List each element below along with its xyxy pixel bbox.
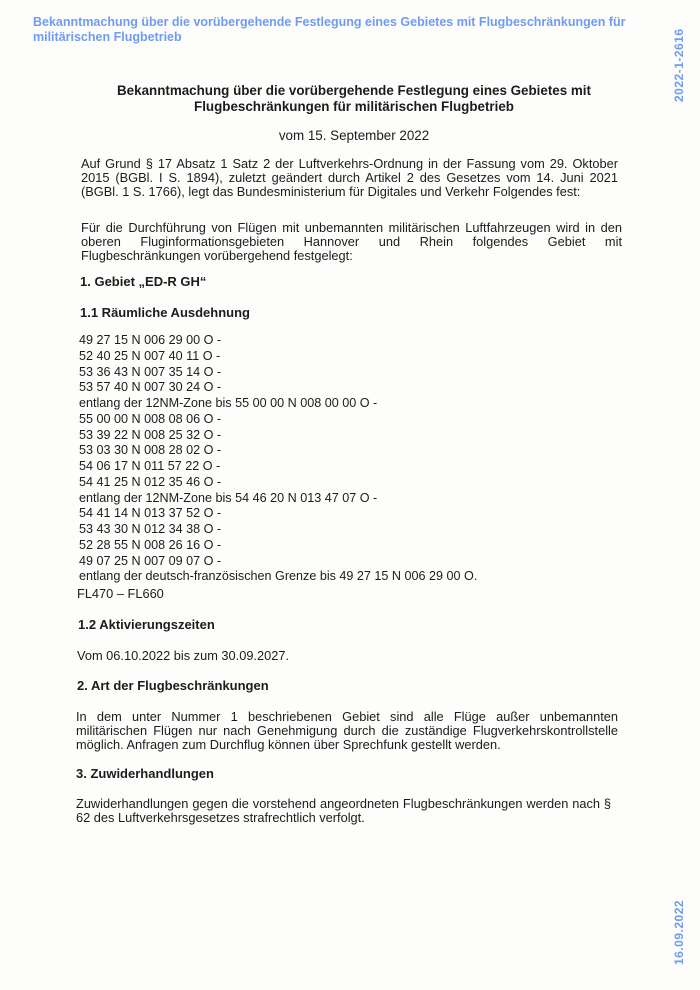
intro-paragraph: Auf Grund § 17 Absatz 1 Satz 2 der Luftverkehrs-Ordnung in der Fassung vom 29. Oktober 2015 (BGBl. I S. 1894), zuletzt geändert durch Artikel 2 des Gesetzes vom 14. Juni 2021 (BGBl. 1 S. 1766), legt das Bundesministerium für Digitales und Verkehr Folgendes fest:: [81, 156, 618, 199]
side-reference-number: 2022-1-2616: [672, 28, 686, 102]
flight-level-range: FL470 – FL660: [77, 586, 164, 601]
coordinate-line: 53 03 30 N 008 28 02 O -: [79, 443, 222, 458]
coordinate-line: 55 00 00 N 008 08 06 O -: [79, 411, 222, 426]
section-2-heading: 2. Art der Flugbeschränkungen: [77, 678, 269, 693]
document-date: vom 15. September 2022: [278, 128, 430, 143]
coordinate-line: 53 57 40 N 007 30 24 O -: [79, 380, 222, 395]
coordinate-line: entlang der 12NM-Zone bis 55 00 00 N 008 00 00 O -: [79, 396, 378, 410]
coordinate-line: 52 28 55 N 008 26 16 O -: [79, 537, 222, 552]
coordinate-line: 54 41 14 N 013 37 52 O -: [79, 506, 222, 521]
coordinate-line: 54 41 25 N 012 35 46 O -: [79, 474, 222, 489]
side-publication-date: 16.09.2022: [672, 899, 686, 965]
coordinate-line: 54 06 17 N 011 57 22 O -: [79, 459, 221, 473]
section-3-heading: 3. Zuwiderhandlungen: [76, 766, 214, 781]
coordinate-line: 53 39 22 N 008 25 32 O -: [79, 427, 222, 442]
section-1-2-heading: 1.2 Aktivierungszeiten: [78, 617, 215, 632]
page-header: Bekanntmachung über die vorübergehende Festlegung eines Gebietes mit Flugbeschränkungen für militärischen Flugbetrieb: [33, 15, 626, 44]
coordinate-line: 49 27 15 N 006 29 00 O -: [79, 333, 222, 347]
document-title: Bekanntmachung über die vorübergehende Festlegung eines Gebietes mit Flugbeschränkungen für militärischen Flugbetrieb: [117, 83, 591, 114]
coordinate-line: 53 36 43 N 007 35 14 O -: [79, 364, 222, 379]
coordinate-line: 52 40 25 N 007 40 11 O -: [79, 348, 221, 363]
coordinate-line: entlang der deutsch-französischen Grenze bis 49 27 15 N 006 29 00 O.: [79, 569, 478, 584]
violations-paragraph: Zuwiderhandlungen gegen die vorstehend angeordneten Flugbeschränkungen werden nach § 62 des Luftverkehrsgesetzes strafrechtlich verfolgt.: [76, 796, 611, 825]
coordinate-line: 53 43 30 N 012 34 38 O -: [79, 522, 222, 536]
section-1-heading: 1. Gebiet „ED-R GH“: [80, 274, 207, 289]
coordinate-list: [79, 333, 559, 585]
coordinate-line: 49 07 25 N 007 09 07 O -: [79, 553, 222, 568]
section-1-1-heading: 1.1 Räumliche Ausdehnung: [80, 305, 250, 320]
restrictions-paragraph: In dem unter Nummer 1 beschriebenen Gebiet sind alle Flüge außer unbemannten militärischen Flügen nur nach Genehmigung durch die zuständige Flugverkehrskontrollstelle möglich. Anfragen zum Durchflug können über Sprechfunk gestellt werden.: [76, 709, 618, 752]
activation-period: Vom 06.10.2022 bis zum 30.09.2027.: [77, 648, 290, 663]
coordinate-line: entlang der 12NM-Zone bis 54 46 20 N 013 47 07 O -: [79, 490, 378, 505]
purpose-paragraph: Für die Durchführung von Flügen mit unbemannten militärischen Luftfahrzeugen wird in den oberen Fluginformationsgebieten Hannover und Rhein folgendes Gebiet mit Flugbeschränkungen vorübergehend festgelegt:: [81, 220, 622, 263]
